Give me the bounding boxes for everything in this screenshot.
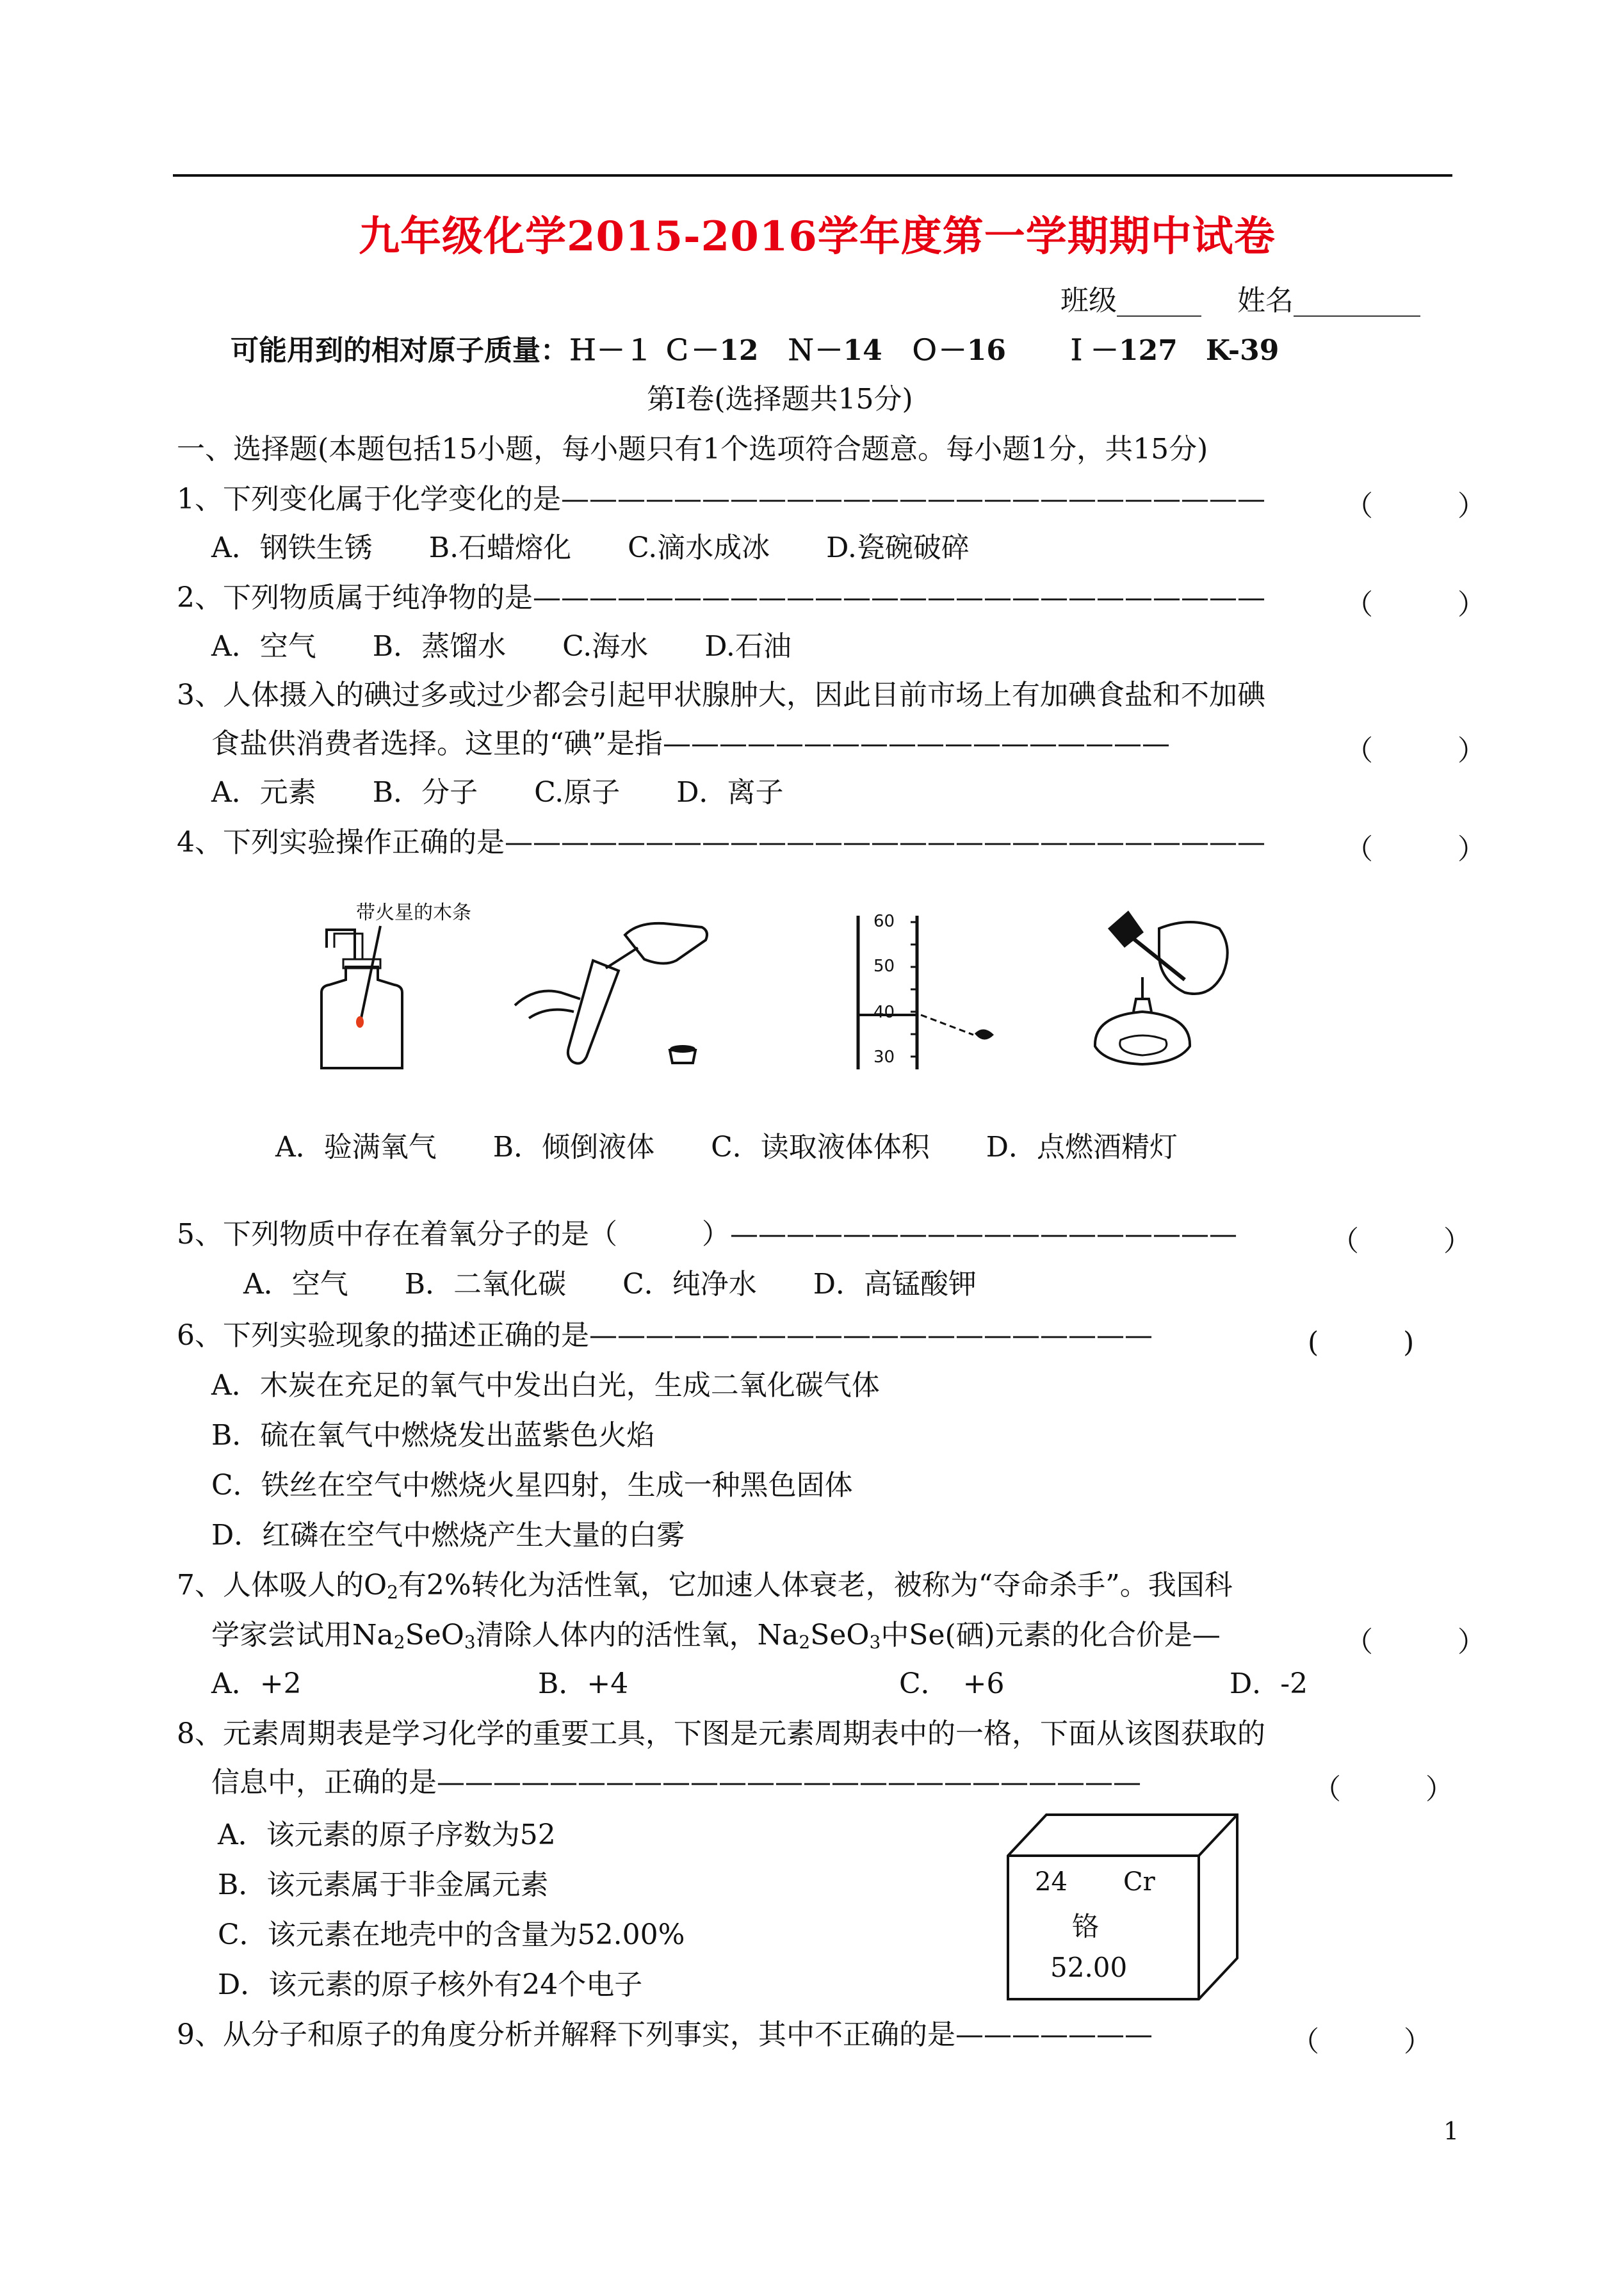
q6-stem: 6、下列实验现象的描述正确的是———————————————————— [177, 1319, 1153, 1352]
q8-option-c: C．该元素在地壳中的含量为52.00% [218, 1918, 685, 1951]
q8-option-a: A．该元素的原子序数为52 [218, 1819, 556, 1851]
q7-option-d: D．-2 [1230, 1667, 1308, 1700]
q7-stem-line2: 学家尝试用$Na_2SeO_3$清除人体内的活性氧，$Na_2SeO_3$中Se(硒)元素的化合价是— [211, 1619, 1221, 1653]
exam-title: 九年级化学2015-2016学年度第一学期期中试卷 [359, 213, 1276, 261]
q1-options: A．钢铁生锈 B.石蜡熔化 C.滴水成冰 D.瓷碗破碎 [211, 531, 970, 564]
volume-title: 第Ⅰ卷(选择题共15分) [647, 383, 913, 416]
q4-answer-paren: （ ） [1345, 833, 1486, 866]
q7-option-a: A．+2 [211, 1667, 302, 1700]
cylinder-tick-30: 30 [873, 1048, 895, 1067]
q7-option-b: B．+4 [538, 1667, 629, 1700]
q3-answer-paren: （ ） [1345, 734, 1486, 767]
q7-option-c: C． +6 [899, 1667, 1005, 1700]
q8-option-d: D．该元素的原子核外有24个电子 [218, 1968, 643, 2001]
q8-option-b: B．该元素属于非金属元素 [218, 1869, 549, 1901]
gas-bottle-figure [301, 922, 429, 1076]
q5-answer-paren: （ ） [1331, 1225, 1472, 1258]
q4-options: A．验满氧气 B．倾倒液体 C．读取液体体积 D．点燃酒精灯 [275, 1131, 1178, 1164]
q2-options: A．空气 B．蒸馏水 C.海水 D.石油 [211, 630, 792, 663]
q2-stem: 2、下列物质属于纯净物的是—————————————————————————— [177, 581, 1265, 614]
graduated-cylinder-figure [852, 909, 1018, 1082]
q8-stem-line1: 8、元素周期表是学习化学的重要工具，下图是元素周期表中的一格，下面从该图获取的 [177, 1717, 1265, 1750]
page-number: 1 [1443, 2117, 1459, 2145]
q6-option-d: D．红磷在空气中燃烧产生大量的白雾 [211, 1519, 685, 1552]
q1-stem: 1、下列变化属于化学变化的是————————————————————————— [177, 483, 1265, 515]
name-label: 姓名_________ [1237, 284, 1420, 317]
alcohol-lamp-figure [1082, 903, 1262, 1082]
cell-element-symbol: Cr [1123, 1867, 1155, 1897]
cylinder-tick-40: 40 [873, 1003, 895, 1022]
q6-option-a: A．木炭在充足的氧气中发出白光，生成二氧化碳气体 [211, 1369, 880, 1402]
section-title: 一、选择题(本题包括15小题，每小题只有1个选项符合题意。每小题1分，共15分) [177, 433, 1208, 466]
q4-figure-a-label: 带火星的木条 [356, 902, 471, 924]
q5-options: A．空气 B．二氧化碳 C．纯净水 D．高锰酸钾 [243, 1268, 977, 1301]
q6-option-b: B．硫在氧气中燃烧发出蓝紫色火焰 [211, 1419, 655, 1452]
q6-option-c: C．铁丝在空气中燃烧火星四射，生成一种黑色固体 [211, 1469, 853, 1502]
q9-stem: 9、从分子和原子的角度分析并解释下列事实，其中不正确的是——————— [177, 2018, 1153, 2051]
q3-stem-line2: 食盐供消费者选择。这里的“碘”是指—————————————————— [211, 727, 1170, 760]
q4-stem: 4、下列实验操作正确的是——————————————————————————— [177, 826, 1265, 859]
cylinder-tick-50: 50 [873, 957, 895, 976]
q8-stem-line2: 信息中，正确的是————————————————————————— [211, 1766, 1141, 1799]
q6-answer-paren: ( ) [1308, 1326, 1415, 1359]
cylinder-tick-60: 60 [873, 912, 895, 931]
q1-answer-paren: （ ） [1345, 490, 1486, 523]
q9-answer-paren: （ ） [1291, 2025, 1432, 2058]
q2-answer-paren: （ ） [1345, 588, 1486, 621]
cell-atomic-number: 24 [1035, 1867, 1068, 1897]
top-rule [173, 174, 1452, 177]
q7-stem-line1: 7、人体吸人的$O_2$有2%转化为活性氧，它加速人体衰老，被称为“夺命杀手”。我国科 [177, 1569, 1233, 1603]
atomic-masses: 可能用到的相对原子质量：Ｈ－１ Ｃ－12 Ｎ－14 Ｏ－16 Ｉ－127 K-39 [231, 334, 1279, 367]
cell-atomic-mass: 52.00 [1050, 1952, 1128, 1983]
cell-element-name: 铬 [1072, 1911, 1100, 1942]
class-label: 班级______ [1060, 284, 1201, 317]
q3-options: A．元素 B．分子 C.原子 D．离子 [211, 776, 784, 809]
pouring-liquid-figure [510, 909, 721, 1076]
q8-answer-paren: （ ） [1313, 1773, 1454, 1806]
q3-stem-line1: 3、人体摄入的碘过多或过少都会引起甲状腺肿大，因此目前市场上有加碘食盐和不加碘 [177, 679, 1265, 711]
q7-answer-paren: （ ） [1345, 1626, 1486, 1658]
q5-stem: 5、下列物质中存在着氧分子的是（ ）—————————————————— [177, 1218, 1237, 1251]
